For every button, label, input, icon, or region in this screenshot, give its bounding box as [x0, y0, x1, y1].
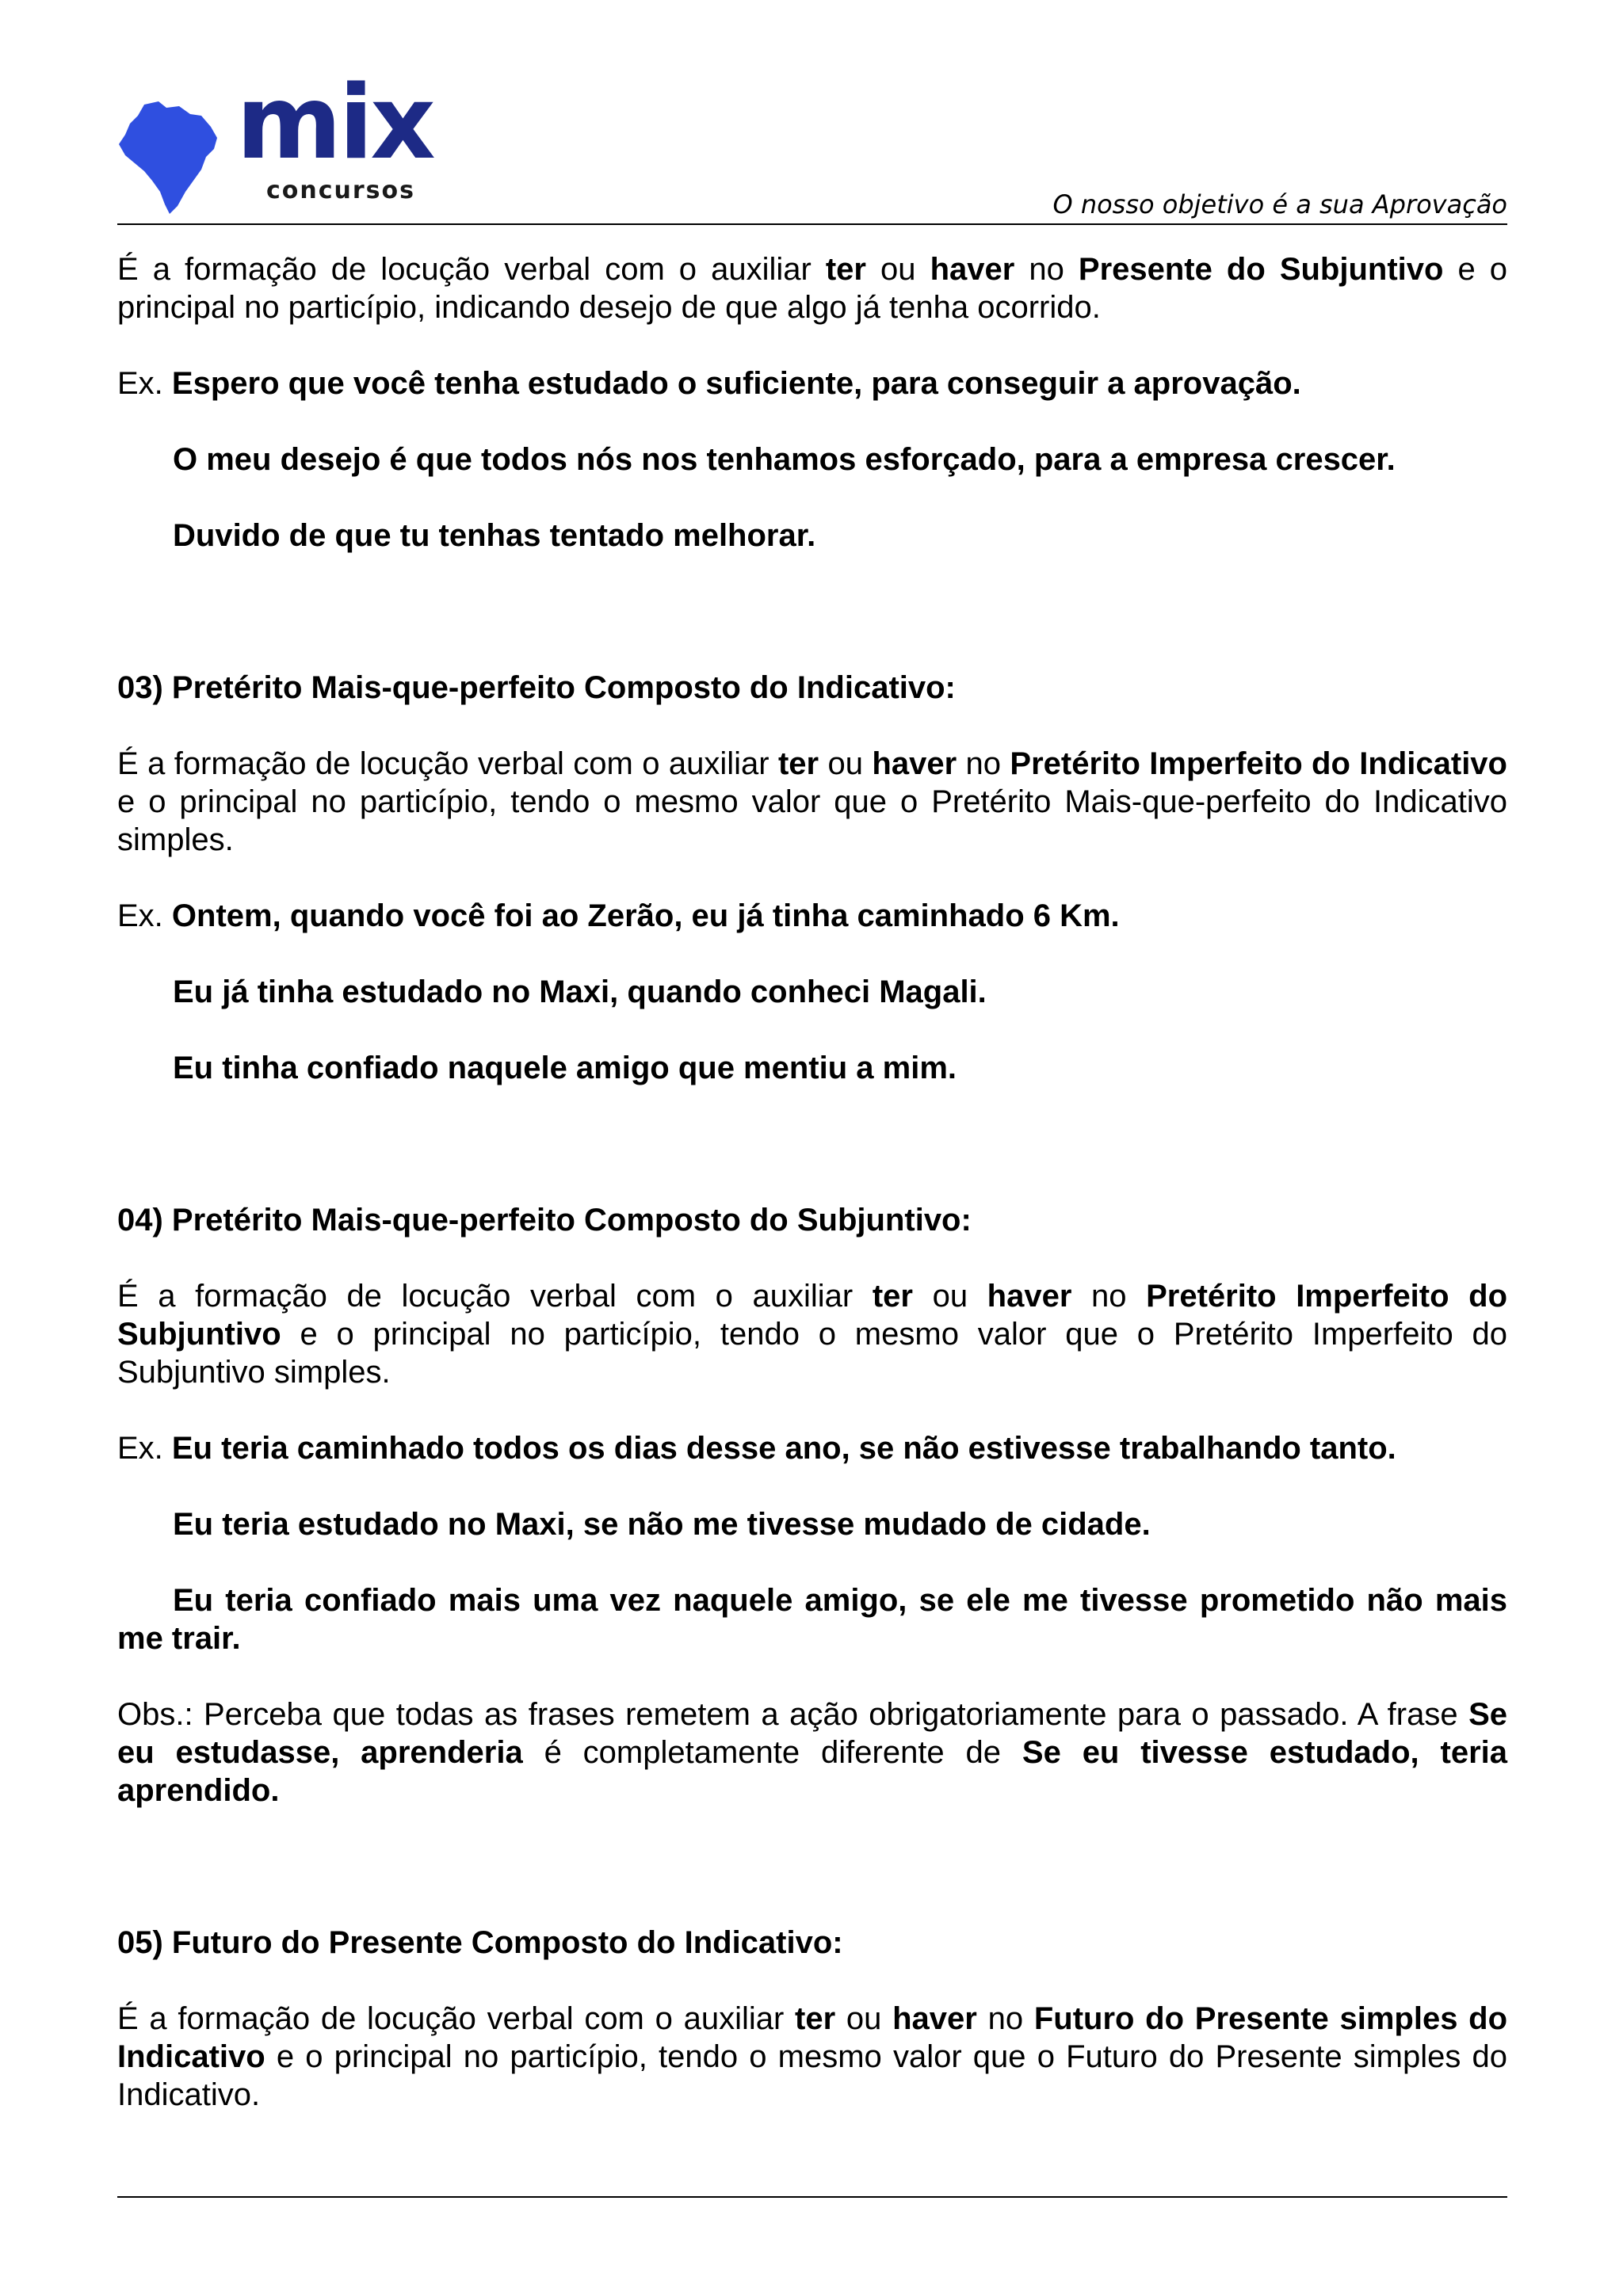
section-4-example-1: Ex. Eu teria caminhado todos os dias desse ano, se não estivesse trabalhando tanto.	[117, 1431, 1396, 1466]
section-4-paragraph: É a formação de locução verbal com o auxiliar ter ou haver no Pretérito Imperfeito do Subjuntivo e o principal no particípio, tendo o mesmo valor que o Pretérito Imperfeito do Subjuntivo simples.	[117, 1279, 1508, 1390]
intro-paragraph: É a formação de locução verbal com o auxiliar ter ou haver no Presente do Subjuntivo e o principal no particípio, indicando desejo de que algo já tenha ocorrido.	[117, 252, 1508, 325]
section-3-example-1: Ex. Ontem, quando você foi ao Zerão, eu já tinha caminhado 6 Km.	[117, 898, 1120, 933]
page-header	[117, 64, 1507, 227]
section-4-title: 04) Pretérito Mais-que-perfeito Composto do Subjuntivo:	[117, 1203, 972, 1238]
header-divider	[117, 223, 1507, 225]
brazil-map-icon	[117, 98, 220, 217]
logo-wordmark: mix	[236, 64, 433, 182]
intro-example-2: O meu desejo é que todos nós nos tenhamos esforçado, para a empresa crescer.	[173, 442, 1396, 477]
header-tagline: O nosso objetivo é a sua Aprovação	[1052, 189, 1507, 219]
intro-example-3: Duvido de que tu tenhas tentado melhorar.	[173, 518, 816, 553]
intro-example-1: Ex. Espero que você tenha estudado o suficiente, para conseguir a aprovação.	[117, 366, 1301, 401]
section-4-observation: Obs.: Perceba que todas as frases remetem a ação obrigatoriamente para o passado. A frase Se eu estudasse, aprenderia é completamente diferente de Se eu tivesse estudado, teria aprendido.	[117, 1697, 1508, 1808]
section-3-example-3: Eu tinha confiado naquele amigo que mentiu a mim.	[173, 1051, 957, 1085]
footer-divider	[117, 2196, 1507, 2198]
section-5-title: 05) Futuro do Presente Composto do Indicativo:	[117, 1925, 843, 1960]
section-5-paragraph: É a formação de locução verbal com o auxiliar ter ou haver no Futuro do Presente simples do Indicativo e o principal no particípio, tendo o mesmo valor que o Futuro do Presente simples do Indicativo.	[117, 2001, 1508, 2112]
logo-subtitle: concursos	[266, 177, 416, 204]
section-3-title: 03) Pretérito Mais-que-perfeito Composto do Indicativo:	[117, 670, 956, 705]
section-4-example-3: Eu teria confiado mais uma vez naquele amigo, se ele me tivesse prometido não mais me trair.	[117, 1583, 1507, 1656]
document-body	[117, 250, 1507, 2114]
section-3-paragraph: É a formação de locução verbal com o auxiliar ter ou haver no Pretérito Imperfeito do Indicativo e o principal no particípio, tendo o mesmo valor que o Pretérito Mais-que-perfeito do Indicativo simples.	[117, 746, 1507, 857]
section-3-example-2: Eu já tinha estudado no Maxi, quando conheci Magali.	[173, 974, 987, 1009]
section-4-example-2: Eu teria estudado no Maxi, se não me tivesse mudado de cidade.	[173, 1507, 1151, 1542]
